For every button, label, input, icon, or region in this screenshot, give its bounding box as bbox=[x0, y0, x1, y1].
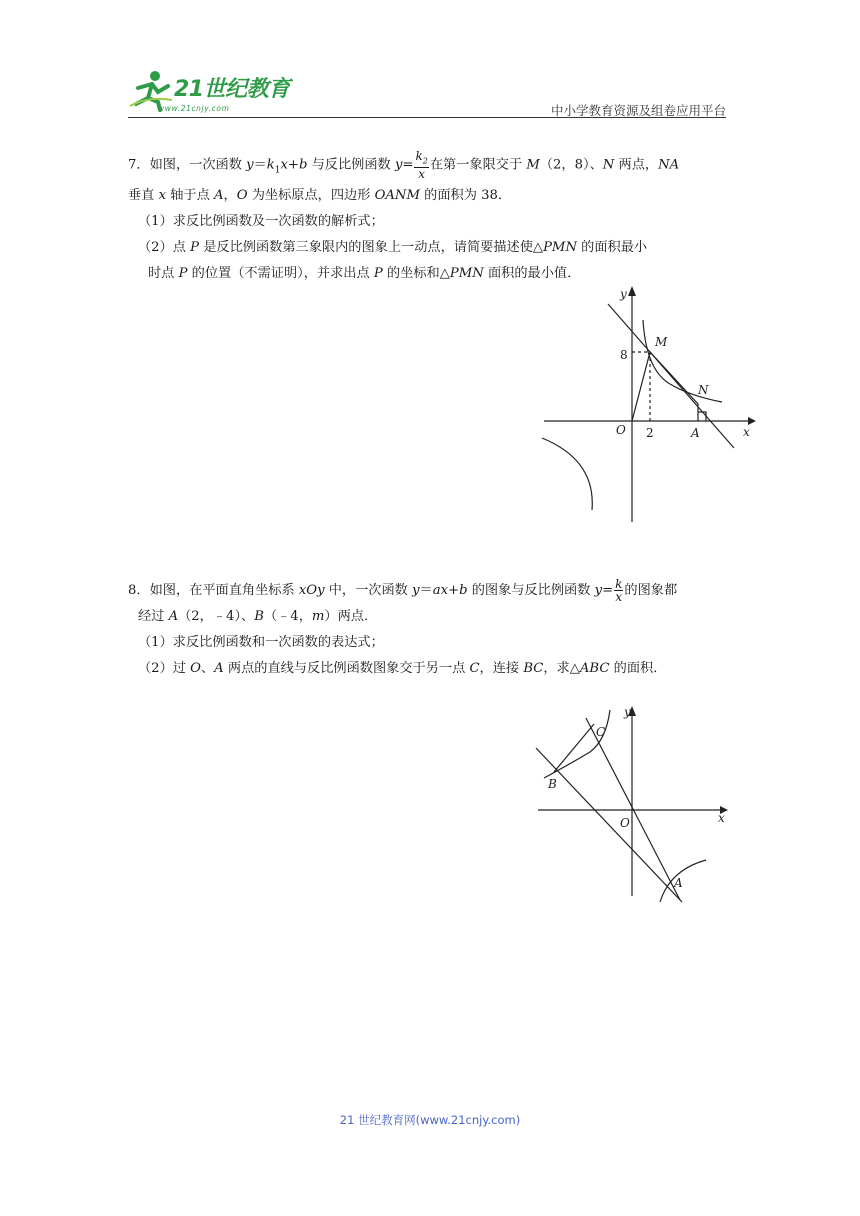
site-logo bbox=[128, 66, 328, 116]
q8-part1: （1）求反比例函数和一次函数的表达式； bbox=[138, 635, 384, 650]
y-axis-label: y bbox=[620, 287, 627, 301]
point-a-label: A bbox=[691, 426, 700, 440]
logo-url: www.21cnjy.com bbox=[158, 104, 230, 113]
q7-part1: （1）求反比例函数及一次函数的解析式； bbox=[138, 214, 384, 230]
x-axis-label: x bbox=[743, 425, 750, 439]
y-axis-label: y bbox=[624, 705, 631, 719]
x-axis-arrow-icon bbox=[748, 417, 756, 425]
origin-label: O bbox=[620, 816, 630, 830]
fraction-k-over-x: $\frac{k}{x}$ bbox=[615, 577, 623, 604]
tick-label-8: 8 bbox=[620, 348, 628, 362]
q8-line1: 8．如图，在平面直角坐标系 xOy 中，一次函数 y＝ax+b 的图象与反比例函数 y= $\frac{k}{x}$ 的图象都 bbox=[128, 577, 678, 604]
point-a-label: A bbox=[674, 876, 683, 890]
page-footer: 21 世纪教育网(www.21cnjy.com) bbox=[339, 1113, 521, 1127]
hyperbola-branch-q4 bbox=[660, 860, 706, 902]
origin-label: O bbox=[616, 423, 626, 437]
point-b-label: B bbox=[548, 777, 557, 791]
figure-7-graph bbox=[530, 280, 762, 528]
line-oa-through-c bbox=[586, 718, 680, 900]
tick-label-2: 2 bbox=[646, 426, 654, 440]
hyperbola-branch-q3 bbox=[542, 438, 592, 510]
point-n-label: N bbox=[698, 383, 709, 397]
point-m-label: M bbox=[655, 335, 668, 349]
question-7 bbox=[128, 150, 732, 287]
logo-text: 21世纪教育 bbox=[174, 77, 290, 102]
right-angle-mark bbox=[698, 412, 706, 421]
y-axis-arrow-icon bbox=[628, 286, 636, 296]
q7-line1: 7．如图，一次函数 $y=k_1x+b$ 与反比例函数 y= $\frac{k_2}{x}$ 在第一象限交于 M（2，8）、N 两点，NA bbox=[128, 149, 680, 182]
quadrilateral-oanm bbox=[632, 352, 698, 421]
segment-bc bbox=[554, 724, 594, 772]
page-header bbox=[128, 66, 726, 118]
question-8 bbox=[128, 578, 732, 682]
q7-part2-cont: 时点 P 的位置（不需证明），并求出点 P 的坐标和△PMN 面积的最小值． bbox=[148, 266, 581, 282]
header-divider bbox=[128, 117, 726, 118]
point-c-label: C bbox=[596, 725, 606, 739]
fraction-k2-over-x: $\frac{k_2}{x}$ bbox=[415, 149, 428, 182]
figure-8-graph bbox=[530, 700, 740, 910]
q7-part2: （2）点 P 是反比例函数第三象限内的图象上一动点，请简要描述使△PMN 的面积最小 bbox=[138, 240, 648, 256]
q7-line2: 垂直 x 轴于点 A，O 为坐标原点，四边形 OANM 的面积为 38． bbox=[128, 188, 512, 204]
linear-function-line-ab bbox=[536, 748, 682, 902]
linear-function-line bbox=[608, 304, 734, 448]
platform-name: 中小学教育资源及组卷应用平台 bbox=[550, 103, 726, 118]
x-axis-label: x bbox=[718, 811, 725, 825]
q8-line2: 经过 A（2，﹣4）、B（﹣4，m）两点． bbox=[138, 609, 378, 624]
q8-part2: （2）过 O、A 两点的直线与反比例函数图象交于另一点 C，连接 BC，求△ABC 的面积． bbox=[138, 661, 667, 676]
